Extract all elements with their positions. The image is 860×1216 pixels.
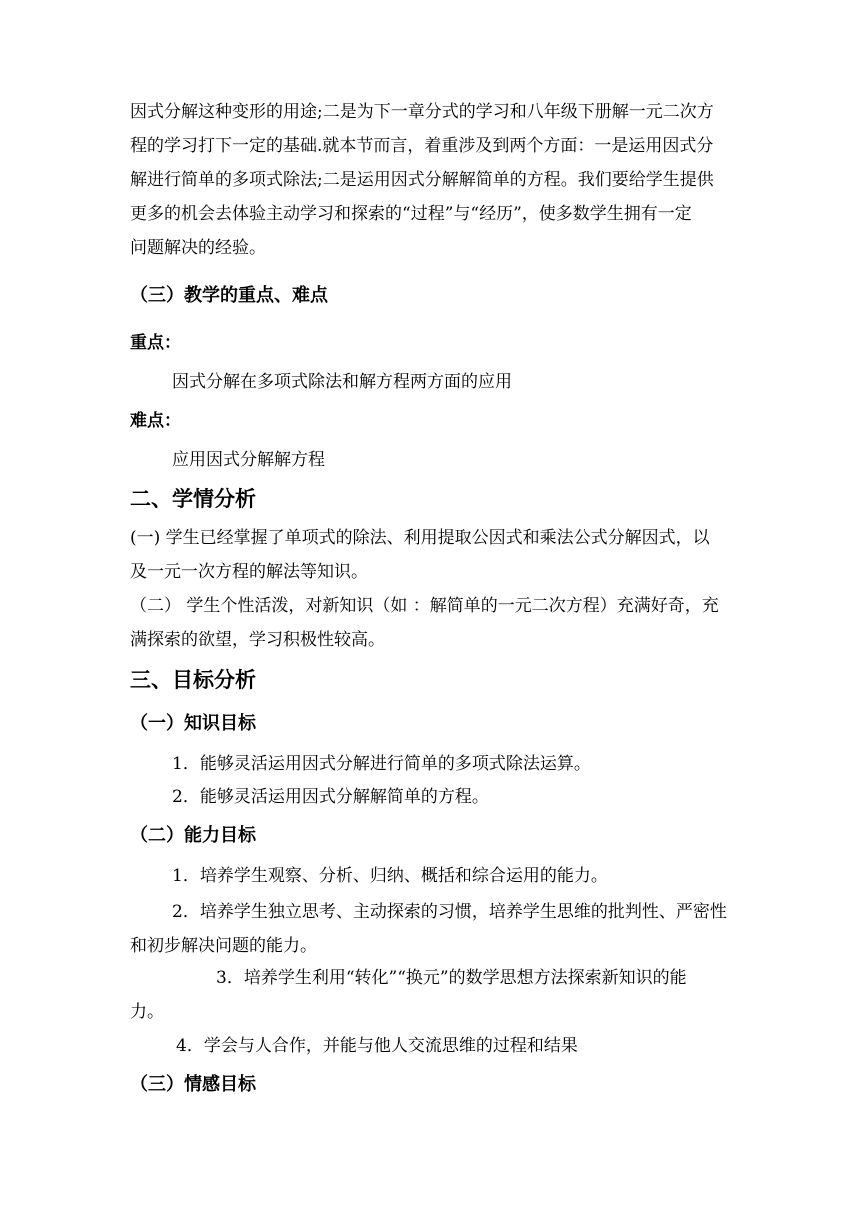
section-goals-title: 三、目标分析	[130, 668, 256, 692]
ability-goal-item: 3．培养学生利用“转化”“换元”的数学思想方法探索新知识的能	[216, 968, 687, 988]
student-item-1-line: (一) 学生已经掌握了单项式的除法、利用提取公因式和乘法公式分解因式，以	[130, 528, 710, 548]
ability-goals-title: （二）能力目标	[130, 825, 256, 846]
emotion-goals-title: （三）情感目标	[130, 1074, 256, 1095]
student-item-2-line: （二） 学生个性活泼，对新知识（如 ：解简单的一元二次方程）充满好奇，充	[130, 596, 719, 616]
difficulty-label: 难点：	[130, 411, 181, 431]
intro-line: 问题解决的经验。	[130, 238, 266, 258]
key-point-label: 重点：	[130, 333, 181, 353]
intro-line: 解进行简单的多项式除法;二是运用因式分解解简单的方程。我们要给学生提供	[130, 170, 714, 190]
ability-goal-item: 4．学会与人合作，并能与他人交流思维的过程和结果	[176, 1036, 578, 1056]
knowledge-goal-item: 2．能够灵活运用因式分解解简单的方程。	[172, 787, 489, 807]
ability-goal-item: 和初步解决问题的能力。	[130, 936, 317, 956]
ability-goal-item: 2．培养学生独立思考、主动探索的习惯，培养学生思维的批判性、严密性	[172, 902, 727, 922]
difficulty-text: 应用因式分解解方程	[172, 450, 325, 470]
key-point-text: 因式分解在多项式除法和解方程两方面的应用	[172, 372, 512, 392]
knowledge-goal-item: 1．能够灵活运用因式分解进行简单的多项式除法运算。	[172, 754, 591, 774]
section-focus-title: （三）教学的重点、难点	[130, 285, 328, 306]
intro-line: 更多的机会去体验主动学习和探索的“过程”与“经历”，使多数学生拥有一定	[130, 204, 692, 224]
knowledge-goals-title: （一）知识目标	[130, 713, 256, 734]
student-item-2-line: 满探索的欲望，学习积极性较高。	[130, 630, 385, 650]
intro-line: 程的学习打下一定的基础.就本节而言，着重涉及到两个方面：一是运用因式分	[130, 136, 714, 156]
student-item-1-line: 及一元一次方程的解法等知识。	[130, 562, 368, 582]
intro-paragraph	[130, 95, 730, 265]
ability-goal-item: 力。	[130, 1002, 164, 1022]
section-student-title: 二、学情分析	[130, 487, 256, 511]
intro-line: 因式分解这种变形的用途;二是为下一章分式的学习和八年级下册解一元二次方	[130, 102, 714, 122]
ability-goal-item: 1．培养学生观察、分析、归纳、概括和综合运用的能力。	[172, 866, 608, 886]
